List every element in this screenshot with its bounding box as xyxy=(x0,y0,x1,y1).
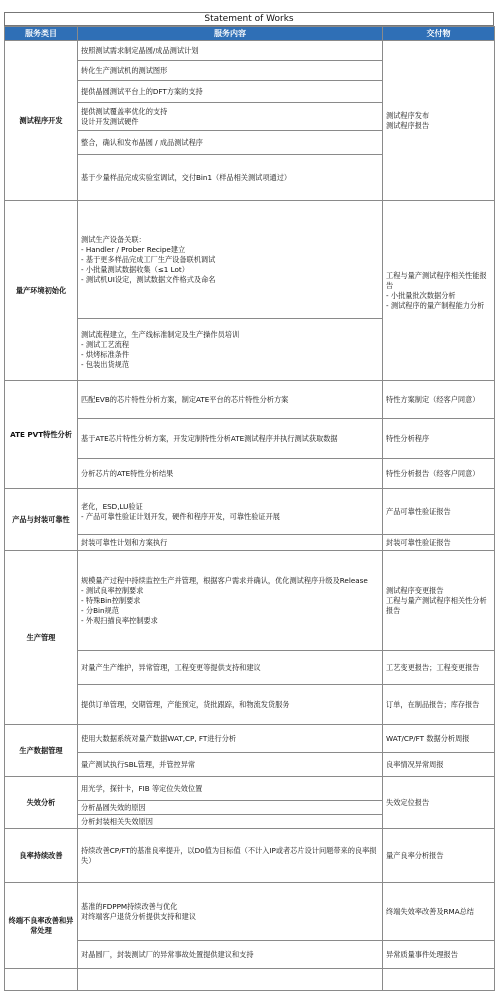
category-cell xyxy=(5,725,78,777)
table-row xyxy=(5,753,495,777)
content-line: 提供订单管理，交期管理，产能预定，货批跟踪，和物流发货服务 xyxy=(81,699,290,709)
content-cell xyxy=(78,155,383,201)
category-cell xyxy=(5,551,78,725)
deliverable-line: 订单，在制品报告；库存报告 xyxy=(386,699,480,709)
content-line: - 测试工艺流程 xyxy=(81,339,130,349)
category-label: 终端不良率改善和异常处理 xyxy=(8,915,74,935)
category-label: 量产环境初始化 xyxy=(15,285,67,295)
table-row xyxy=(5,777,495,801)
header-category: 服务类目 xyxy=(5,27,78,41)
deliverable-cell xyxy=(383,41,495,201)
content-line: - 外观扫描良率控制要求 xyxy=(81,615,158,625)
content-line: 测试生产设备关联： xyxy=(81,234,146,244)
deliverable-cell xyxy=(383,551,495,651)
header-row xyxy=(5,27,495,41)
content-line: - 包装出货规范 xyxy=(81,359,130,369)
table-row xyxy=(5,535,495,551)
category-cell xyxy=(5,777,78,829)
category-cell xyxy=(5,829,78,883)
deliverable-line: - 测试程序的量产制程能力分析 xyxy=(386,300,485,310)
category-label: 生产管理 xyxy=(26,632,56,642)
deliverable-line: 测试程序变更报告 xyxy=(386,585,444,595)
table-row xyxy=(5,489,495,535)
content-line: 使用大数据系统对量产数据WAT,CP, FT进行分析 xyxy=(81,733,237,743)
content-line: 基于ATE芯片特性分析方案，开发定制特性分析ATE测试程序并执行测试获取数据 xyxy=(81,433,338,443)
table-row xyxy=(5,829,495,883)
category-label: 生产数据管理 xyxy=(19,745,63,755)
content-line: 基于少量样品完成实验室调试，交付Bin1（样品相关测试项通过） xyxy=(81,172,292,182)
deliverable-line: 特性方案制定（经客户同意） xyxy=(386,394,480,404)
content-cell xyxy=(78,883,383,941)
deliverable-line: 失效定位报告 xyxy=(386,797,430,807)
content-cell xyxy=(78,419,383,459)
category-cell xyxy=(5,201,78,381)
empty-cell xyxy=(78,969,383,991)
category-cell xyxy=(5,489,78,551)
deliverable-cell xyxy=(383,489,495,535)
deliverable-cell xyxy=(383,459,495,489)
content-line: 对量产生产维护，异常管理，工程变更等提供支持和建议 xyxy=(81,662,261,672)
content-cell xyxy=(78,459,383,489)
content-line: - 分Bin规范 xyxy=(81,605,119,615)
sow-table xyxy=(4,26,495,991)
table-row xyxy=(5,651,495,685)
content-line: 持续改善CP/FT的基准良率提升，以D0值为目标值（不计入IP或者芯片设计问题带来的良率损失） xyxy=(81,845,377,865)
deliverable-line: 封装可靠性验证报告 xyxy=(386,537,451,547)
content-cell xyxy=(78,941,383,969)
deliverable-line: 测试程序报告 xyxy=(386,120,430,130)
content-line: - 产品可靠性验证计划开发，硬件和程序开发，可靠性验证开展 xyxy=(81,511,280,521)
category-cell xyxy=(5,381,78,489)
header-content: 服务内容 xyxy=(78,27,383,41)
table-row xyxy=(5,201,495,319)
content-line: - 基于更多样品完成工厂生产设备联机调试 xyxy=(81,254,216,264)
content-cell xyxy=(78,815,383,829)
header-deliverable: 交付物 xyxy=(383,27,495,41)
table-row xyxy=(5,941,495,969)
content-line: 提供晶圆测试平台上的DFT方案的支持 xyxy=(81,86,203,96)
category-cell xyxy=(5,41,78,201)
content-cell xyxy=(78,535,383,551)
statement-of-works-sheet xyxy=(4,4,494,990)
deliverable-cell xyxy=(383,753,495,777)
content-line: 分析封装相关失效原因 xyxy=(81,816,153,826)
content-line: 对晶圆厂，封装测试厂的异常事故处置提供建议和支持 xyxy=(81,949,254,959)
content-line: 提供测试覆盖率优化的支持 xyxy=(81,106,168,116)
deliverable-line: 工艺变更报告；工程变更报告 xyxy=(386,662,480,672)
deliverable-line: 工程与量产测试程序相关性分析报告 xyxy=(386,595,487,615)
deliverable-line: 特性分析程序 xyxy=(386,433,430,443)
deliverable-cell xyxy=(383,941,495,969)
table-row xyxy=(5,883,495,941)
category-label: ATE PVT特性分析 xyxy=(10,429,72,439)
deliverable-cell xyxy=(383,883,495,941)
content-line: 对终端客户退货分析提供支持和建议 xyxy=(81,911,197,921)
content-line: 规模量产过程中持续监控生产并管理，根据客户需求并确认，优化测试程序升级及Release xyxy=(81,575,368,585)
content-cell xyxy=(78,489,383,535)
content-line: 量产测试执行SBL管理，并管控异常 xyxy=(81,759,196,769)
content-cell xyxy=(78,201,383,319)
category-label: 良率持续改善 xyxy=(19,850,63,860)
content-line: 测试流程建立，生产线标准制定及生产操作员培训 xyxy=(81,329,240,339)
content-line: 按照测试需求制定晶圆/成品测试计划 xyxy=(81,45,199,55)
content-cell xyxy=(78,81,383,103)
content-line: - Handler / Prober Recipe建立 xyxy=(81,244,186,254)
deliverable-cell xyxy=(383,829,495,883)
deliverable-line: 终端失效率改善及RMA总结 xyxy=(386,906,474,916)
content-line: 转化生产测试机的测试图形 xyxy=(81,65,168,75)
content-line: 整合，确认和发布晶圆 / 成品测试程序 xyxy=(81,137,203,147)
table-row xyxy=(5,459,495,489)
table-row xyxy=(5,551,495,651)
content-cell xyxy=(78,551,383,651)
table-row xyxy=(5,41,495,61)
deliverable-cell xyxy=(383,685,495,725)
deliverable-cell xyxy=(383,777,495,829)
content-line: - 测试机UI设定，测试数据文件格式及命名 xyxy=(81,274,216,284)
content-cell xyxy=(78,103,383,131)
deliverable-line: 异常质量事件处理报告 xyxy=(386,949,458,959)
deliverable-line: 特性分析报告（经客户同意） xyxy=(386,468,480,478)
deliverable-cell xyxy=(383,725,495,753)
content-line: 分析晶圆失效的原因 xyxy=(81,802,146,812)
content-cell xyxy=(78,829,383,883)
content-line: 用光学，探针卡，FIB 等定位失效位置 xyxy=(81,783,203,793)
deliverable-line: 产品可靠性验证报告 xyxy=(386,506,451,516)
content-line: 基准的FDPPM持续改善与优化 xyxy=(81,901,178,911)
empty-cell xyxy=(5,969,78,991)
content-line: - 小批量测试数据收集（≤1 Lot） xyxy=(81,264,189,274)
table-row-empty xyxy=(5,969,495,991)
content-line: 设计开发测试硬件 xyxy=(81,116,139,126)
deliverable-cell xyxy=(383,381,495,419)
table-row xyxy=(5,381,495,419)
content-cell xyxy=(78,777,383,801)
content-cell xyxy=(78,753,383,777)
category-label: 失效分析 xyxy=(26,797,56,807)
deliverable-line: 测试程序发布 xyxy=(386,110,430,120)
content-cell xyxy=(78,61,383,81)
table-row xyxy=(5,725,495,753)
deliverable-line: WAT/CP/FT 数据分析周报 xyxy=(386,733,470,743)
deliverable-cell xyxy=(383,535,495,551)
content-cell xyxy=(78,41,383,61)
table-row xyxy=(5,685,495,725)
content-cell xyxy=(78,651,383,685)
deliverable-line: 工程与量产测试程序相关性能报告 xyxy=(386,270,487,290)
document-title: Statement of Works xyxy=(4,12,494,26)
table-row xyxy=(5,419,495,459)
content-line: - 测试良率控制要求 xyxy=(81,585,144,595)
content-cell xyxy=(78,801,383,815)
deliverable-line: 量产良率分析报告 xyxy=(386,850,444,860)
deliverable-cell xyxy=(383,419,495,459)
deliverable-line: - 小批量批次数据分析 xyxy=(386,290,456,300)
category-cell xyxy=(5,883,78,969)
deliverable-cell xyxy=(383,651,495,685)
content-cell xyxy=(78,381,383,419)
content-cell xyxy=(78,725,383,753)
content-line: - 特殊Bin控制要求 xyxy=(81,595,141,605)
content-line: 封装可靠性计划和方案执行 xyxy=(81,537,168,547)
category-label: 产品与封装可靠性 xyxy=(12,514,70,524)
content-line: 匹配EVB的芯片特性分析方案，制定ATE平台的芯片特性分析方案 xyxy=(81,394,289,404)
content-line: 分析芯片的ATE特性分析结果 xyxy=(81,468,174,478)
category-label: 测试程序开发 xyxy=(19,115,63,125)
deliverable-cell xyxy=(383,201,495,381)
content-cell xyxy=(78,131,383,155)
content-cell xyxy=(78,319,383,381)
content-cell xyxy=(78,685,383,725)
deliverable-line: 良率情况异常周报 xyxy=(386,759,444,769)
content-line: - 烘烤标准条件 xyxy=(81,349,130,359)
empty-cell xyxy=(383,969,495,991)
content-line: 老化，ESD,LU验证 xyxy=(81,501,143,511)
